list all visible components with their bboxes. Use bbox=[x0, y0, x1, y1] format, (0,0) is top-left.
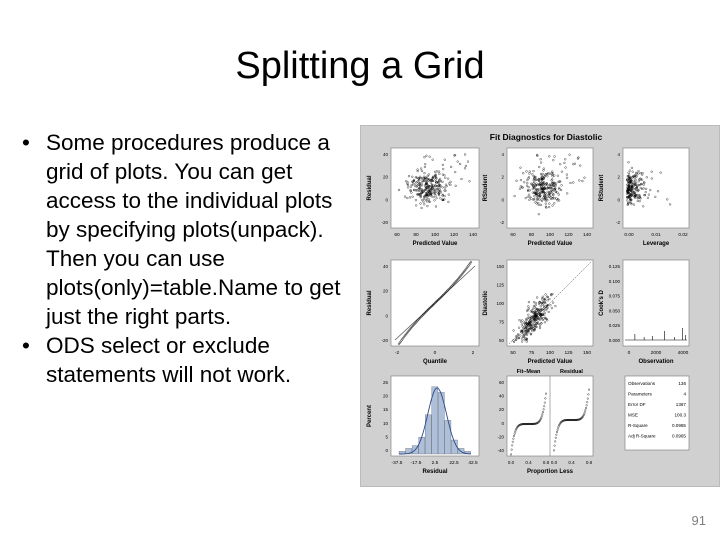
y-tick-label: 100 bbox=[496, 301, 504, 306]
diagnostic-panel bbox=[483, 260, 593, 365]
bullet-item bbox=[22, 331, 362, 389]
plot-frame bbox=[507, 148, 593, 228]
x-tick-label: -17.5 bbox=[410, 461, 422, 466]
x-tick-label: 0.00 bbox=[624, 233, 634, 238]
x-tick-label: 120 bbox=[564, 233, 573, 238]
y-axis-label: Cook's D bbox=[599, 290, 605, 316]
y-tick-label: 0 bbox=[385, 448, 388, 453]
y-tick-label: -2 bbox=[615, 220, 620, 225]
stat-value: 136 bbox=[678, 381, 686, 386]
x-tick-label: 75 bbox=[528, 351, 535, 356]
x-axis-label: Predicted Value bbox=[527, 241, 573, 247]
diagnostic-panel bbox=[497, 369, 593, 475]
y-tick-label: 0.025 bbox=[608, 323, 620, 329]
y-tick-label: 0 bbox=[385, 197, 388, 203]
y-tick-label: 2 bbox=[617, 174, 620, 180]
histogram-bar bbox=[445, 420, 451, 454]
y-tick-label: 0.075 bbox=[608, 293, 620, 299]
y-axis-label: Diastolic bbox=[483, 290, 489, 316]
y-tick-label: 4 bbox=[617, 152, 620, 157]
stat-label: Observations bbox=[628, 381, 656, 386]
diagnostic-panel bbox=[483, 148, 593, 247]
y-tick-label: 40 bbox=[382, 264, 388, 269]
y-tick-label: 0.050 bbox=[608, 308, 620, 314]
x-axis-label: Residual bbox=[422, 469, 448, 475]
x-tick-label: 0.8 bbox=[542, 460, 550, 465]
stat-value: 0.0985 bbox=[671, 423, 686, 428]
x-tick-label: 60 bbox=[510, 233, 516, 238]
y-axis-label: RStudent bbox=[483, 174, 489, 202]
x-tick-label: 42.5 bbox=[468, 461, 478, 466]
bullet-list bbox=[22, 128, 362, 389]
y-tick-label: 4 bbox=[501, 152, 504, 157]
x-tick-label: 0.01 bbox=[651, 233, 661, 238]
x-tick-label: 80 bbox=[413, 233, 419, 238]
spread-panel-header: Fit–Mean bbox=[516, 369, 541, 375]
stat-value: 0.0965 bbox=[671, 433, 686, 439]
x-tick-label: 60 bbox=[394, 233, 400, 238]
x-axis-label: Predicted Value bbox=[412, 241, 458, 247]
histogram-bar bbox=[419, 437, 425, 454]
y-tick-label: 0 bbox=[617, 197, 620, 203]
fit-diagnostics-figure bbox=[360, 125, 720, 487]
y-tick-label: 40 bbox=[382, 152, 388, 157]
y-tick-label: 20 bbox=[382, 174, 388, 180]
x-tick-label: 150 bbox=[582, 351, 592, 356]
diagnostic-panel bbox=[599, 260, 689, 365]
y-tick-label: 0.100 bbox=[608, 278, 620, 284]
fit-statistics-box bbox=[625, 376, 689, 450]
y-tick-label: -20 bbox=[381, 338, 388, 343]
y-tick-label: -2 bbox=[499, 220, 504, 225]
diagnostic-panel bbox=[367, 148, 479, 247]
y-tick-label: 40 bbox=[498, 393, 504, 399]
stat-label: Error DF bbox=[628, 402, 646, 407]
stat-label: R-Square bbox=[628, 423, 648, 428]
y-tick-label: 2 bbox=[501, 174, 504, 180]
y-tick-label: 50 bbox=[498, 338, 504, 343]
x-tick-label: 100 bbox=[545, 233, 555, 238]
x-tick-label: 140 bbox=[582, 233, 592, 238]
x-tick-label: 120 bbox=[449, 233, 459, 238]
y-tick-label: 0.000 bbox=[608, 338, 620, 343]
stat-value: 100.3 bbox=[674, 412, 686, 418]
x-axis-label: Predicted Value bbox=[527, 359, 573, 365]
x-axis-label: Proportion Less bbox=[526, 469, 574, 475]
x-axis-label: Leverage bbox=[642, 241, 670, 247]
x-tick-label: 80 bbox=[528, 233, 535, 238]
y-tick-label: 0 bbox=[501, 420, 504, 426]
x-tick-label: -37.5 bbox=[391, 461, 403, 466]
page-number: 91 bbox=[691, 513, 706, 528]
x-tick-label: 0.0 bbox=[507, 460, 515, 465]
x-axis-label: Observation bbox=[638, 359, 674, 365]
y-tick-label: 150 bbox=[496, 264, 504, 269]
x-tick-label: 0.0 bbox=[550, 460, 558, 465]
bullet-text: Some procedures produce a grid of plots. You can get access to the individual plots by specifying plots(unpack). Then you can use plots(only)=table.Name to get just the right parts. bbox=[46, 130, 341, 329]
diagnostic-panel bbox=[367, 260, 479, 365]
y-tick-label: 15 bbox=[382, 407, 388, 413]
x-tick-label: 0 bbox=[433, 351, 437, 356]
diagnostic-panel bbox=[599, 148, 689, 247]
y-tick-label: 125 bbox=[496, 282, 504, 288]
bullet-text: ODS select or exclude statements will not work. bbox=[46, 333, 292, 387]
x-axis-label: Quantile bbox=[422, 359, 448, 365]
histogram-bar bbox=[432, 387, 438, 454]
x-tick-label: 0 bbox=[627, 351, 631, 356]
y-tick-label: 75 bbox=[498, 319, 504, 325]
bullet-dot-icon: • bbox=[22, 333, 30, 358]
y-tick-label: 25 bbox=[382, 380, 388, 385]
stat-value: 1367 bbox=[675, 402, 686, 407]
x-tick-label: 125 bbox=[564, 351, 573, 356]
figure-title: Fit Diagnostics for Diastolic bbox=[489, 132, 603, 142]
y-axis-label: Residual bbox=[367, 175, 373, 201]
y-tick-label: 20 bbox=[382, 288, 388, 294]
diagnostics-panel-grid bbox=[361, 126, 720, 488]
y-tick-label: 5 bbox=[385, 434, 388, 440]
y-tick-label: 20 bbox=[382, 393, 388, 399]
diagnostic-panel bbox=[367, 376, 479, 475]
y-axis-label: Residual bbox=[367, 290, 373, 316]
stat-label: Adj R-Square bbox=[628, 433, 656, 439]
x-tick-label: -2 bbox=[394, 351, 400, 356]
y-tick-label: 20 bbox=[498, 407, 504, 413]
stat-label: MSE bbox=[628, 412, 638, 418]
plot-frame bbox=[623, 260, 689, 346]
y-tick-label: -20 bbox=[381, 220, 388, 225]
y-tick-label: 0 bbox=[501, 197, 504, 203]
y-tick-label: 0 bbox=[385, 313, 388, 319]
x-tick-label: 0.02 bbox=[678, 233, 688, 238]
x-tick-label: 0.4 bbox=[568, 460, 575, 465]
y-tick-label: -40 bbox=[497, 448, 504, 453]
x-tick-label: 4000 bbox=[677, 351, 689, 356]
stat-label: Parameters bbox=[628, 391, 652, 397]
x-tick-label: 2000 bbox=[650, 351, 662, 356]
x-tick-label: 50 bbox=[510, 351, 516, 356]
x-tick-label: 22.5 bbox=[449, 461, 459, 466]
y-tick-label: 60 bbox=[498, 380, 504, 385]
stat-value: 4 bbox=[683, 391, 686, 397]
x-tick-label: 100 bbox=[545, 351, 555, 356]
y-tick-label: 0.125 bbox=[608, 264, 620, 269]
x-tick-label: 0.4 bbox=[525, 460, 532, 465]
y-axis-label: Percent bbox=[367, 404, 373, 428]
y-axis-label: RStudent bbox=[599, 174, 605, 202]
bullet-item bbox=[22, 128, 362, 331]
x-tick-label: 2.5 bbox=[431, 461, 439, 466]
bullet-dot-icon: • bbox=[22, 130, 30, 155]
y-tick-label: 10 bbox=[382, 420, 388, 426]
x-tick-label: 0.8 bbox=[585, 460, 593, 465]
y-tick-label: -20 bbox=[497, 434, 504, 440]
spread-panel-header: Residual bbox=[560, 369, 583, 375]
x-tick-label: 140 bbox=[468, 233, 478, 238]
slide-title: Splitting a Grid bbox=[235, 45, 485, 87]
x-tick-label: 100 bbox=[430, 233, 440, 238]
x-tick-label: 2 bbox=[471, 351, 475, 356]
